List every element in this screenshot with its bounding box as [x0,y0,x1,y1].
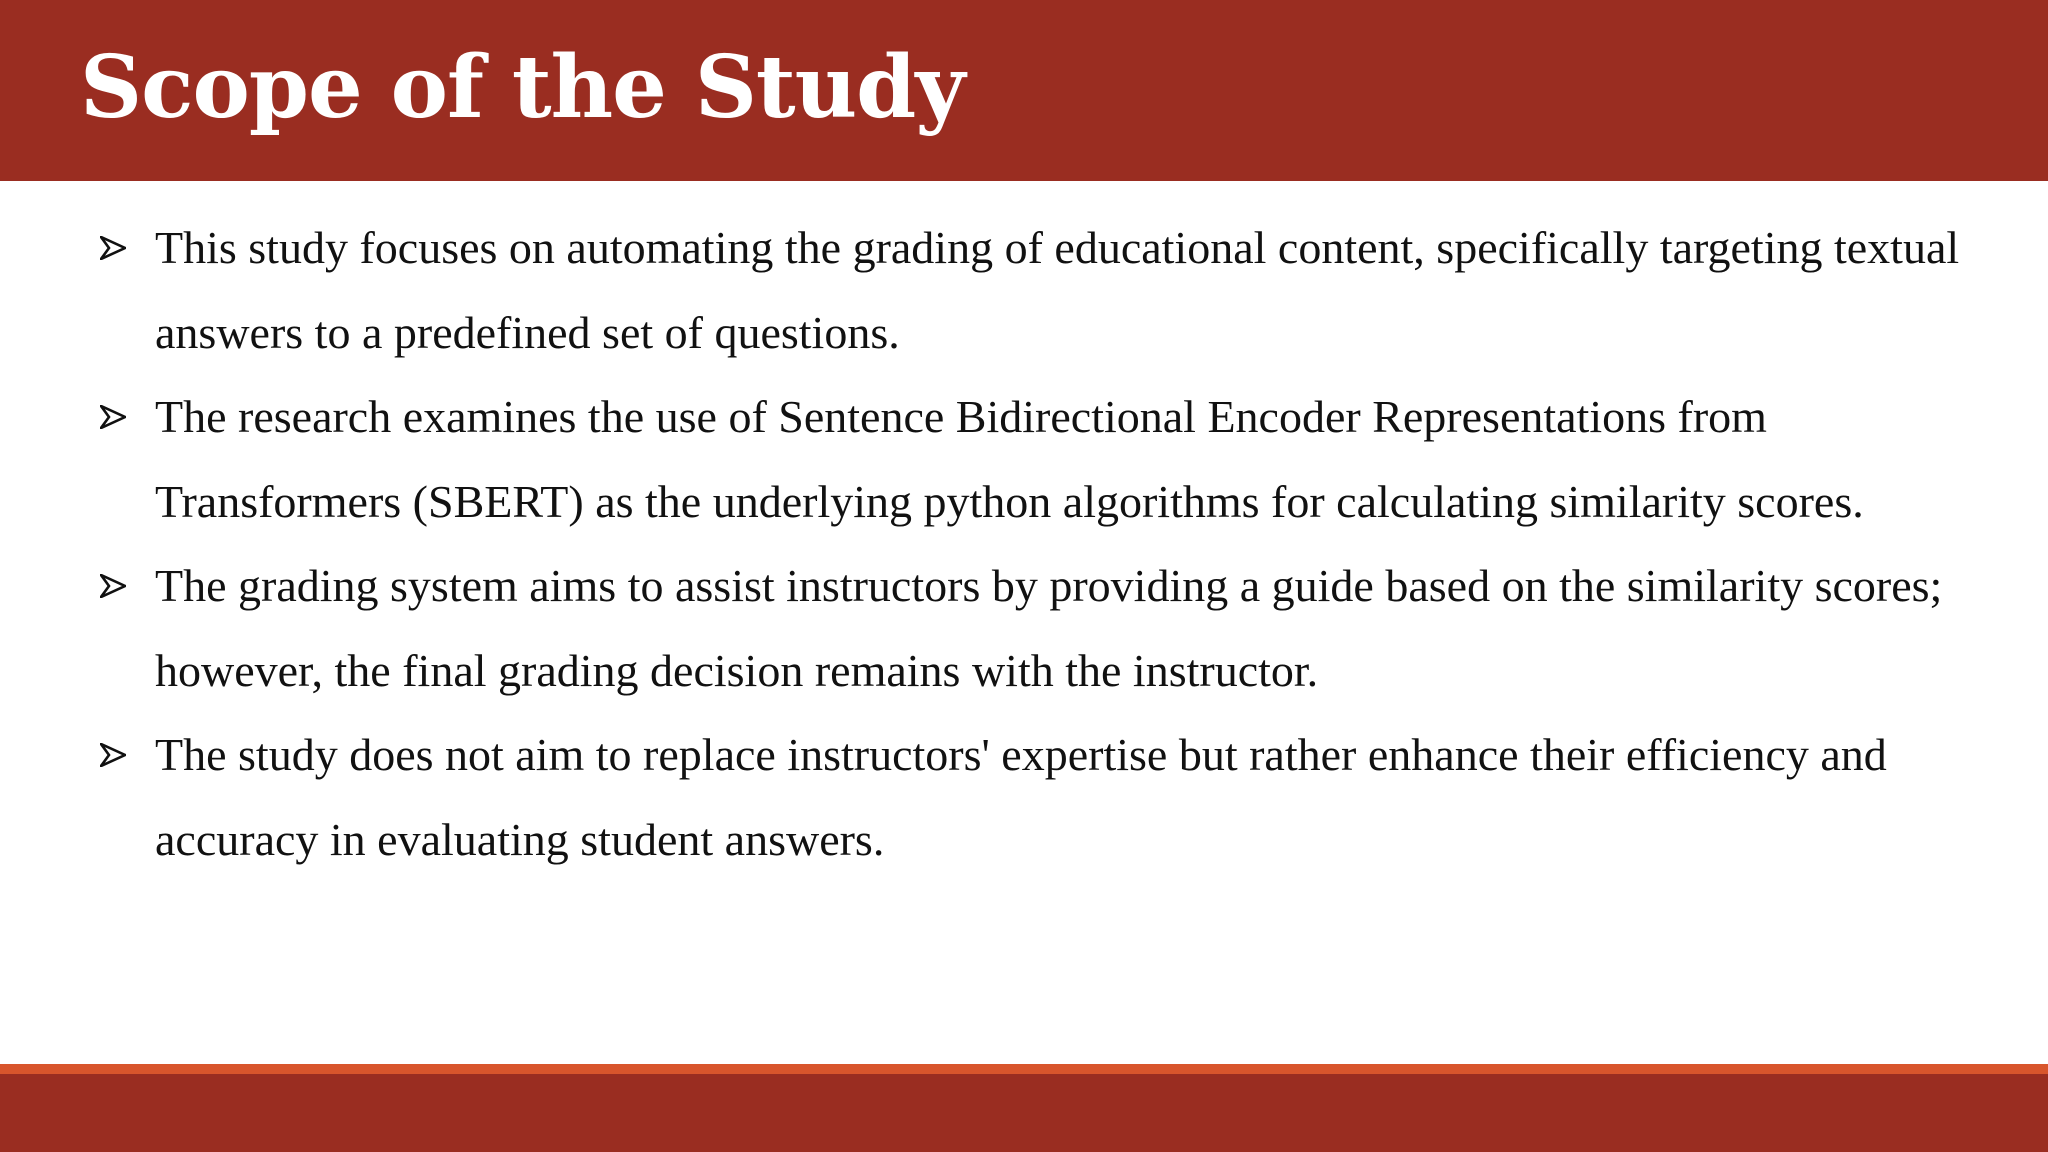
bullet-text: The research examines the use of Sentence Bidirectional Encoder Representations from Transformers (SBERT) as the underlying python algorithms for calculating similarity scores. [155,391,1864,527]
arrow-bullet-icon [98,206,132,291]
arrow-bullet-icon [98,713,132,798]
bullet-text: The study does not aim to replace instructors' expertise but rather enhance their efficiency and accuracy in evaluating student answers. [155,729,1887,865]
footer-accent-stripe [0,1064,2048,1074]
bullet-text: The grading system aims to assist instructors by providing a guide based on the similarity scores; however, the final grading decision remains with the instructor. [155,560,1943,696]
bullet-list [98,206,1998,882]
arrow-bullet-icon [98,544,132,629]
footer-bar [0,1074,2048,1152]
bullet-text: This study focuses on automating the grading of educational content, specifically targeting textual answers to a predefined set of questions. [155,222,1960,358]
slide-title: Scope of the Study [80,37,965,138]
header-bar [0,0,2048,181]
bullet-item [98,375,1998,544]
bullet-item [98,713,1998,882]
bullet-item [98,544,1998,713]
bullet-item [98,206,1998,375]
arrow-bullet-icon [98,375,132,460]
